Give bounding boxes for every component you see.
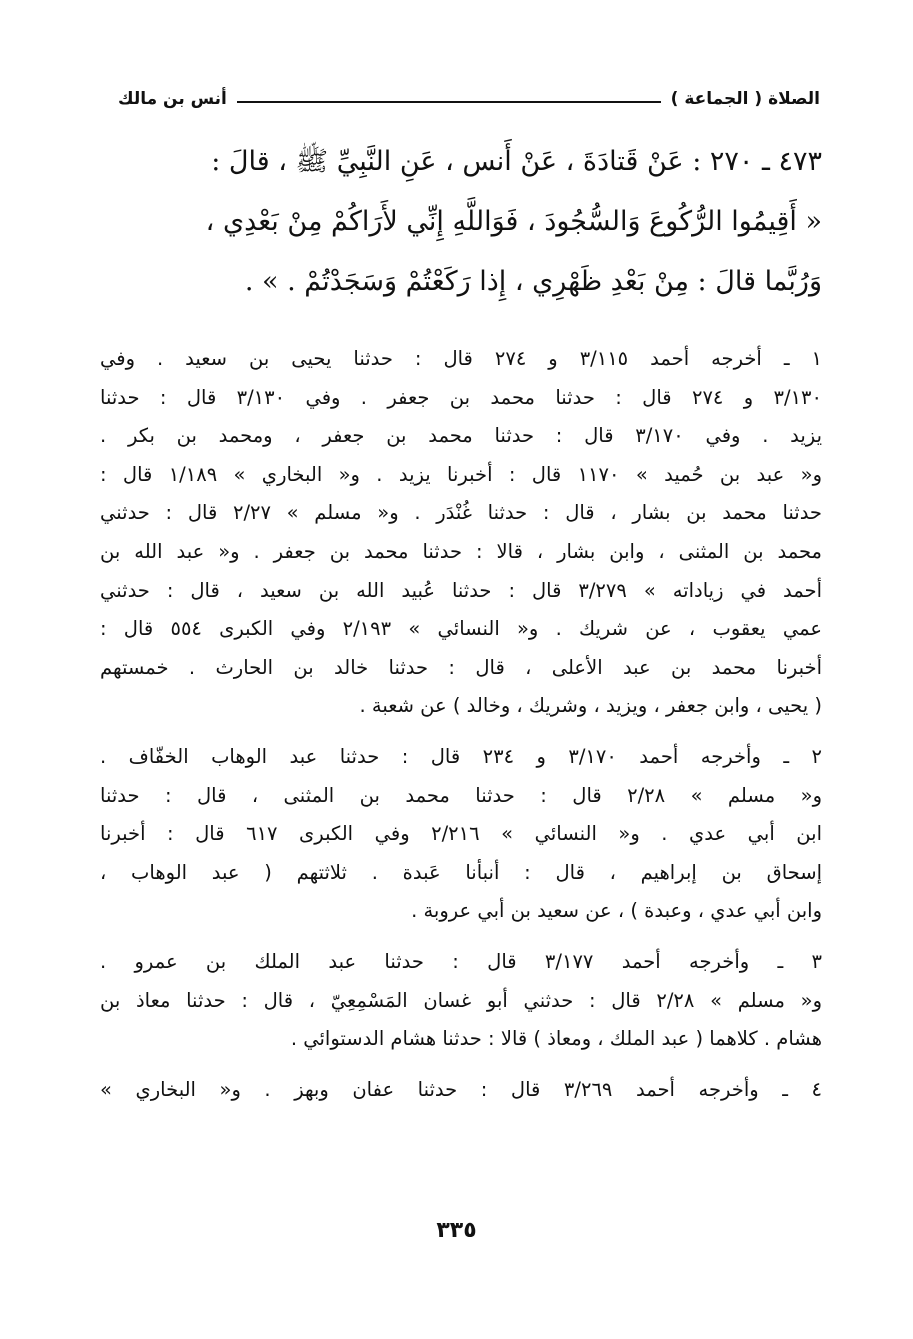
running-head — [118, 86, 820, 112]
footnote-3 — [100, 943, 822, 1059]
footnote-line: أحمد في زياداته » ٣/٢٧٩ قال : حدثنا عُبيد الله بن سعيد ، قال : حدثني — [100, 578, 822, 602]
footnote-line: و« مسلم » ٢/٢٨ قال : حدثني أبو غسان المَسْمِعِيّ ، قال : حدثنا معاذ بن — [100, 988, 822, 1012]
footnote-spacer — [100, 1059, 822, 1071]
footnote-line: ٣/١٣٠ و ٢٧٤ قال : حدثنا محمد بن جعفر . وفي ٣/١٣٠ قال : حدثنا — [100, 385, 822, 409]
footnote-line: ٤ ـ وأخرجه أحمد ٣/٢٦٩ قال : حدثنا عفان وبهز . و« البخاري » — [100, 1077, 822, 1101]
footnote-line: و« عبد بن حُميد » ١١٧٠ قال : أخبرنا يزيد . و« البخاري » ١/١٨٩ قال : — [100, 462, 822, 486]
footnote-line: محمد بن المثنى ، وابن بشار ، قالا : حدثنا محمد بن جعفر . و« عبد الله بن — [100, 539, 822, 563]
footnote-line: ٢ ـ وأخرجه أحمد ٣/١٧٠ و ٢٣٤ قال : حدثنا عبد الوهاب الخفّاف . — [100, 744, 822, 768]
running-head-section: الصلاة ( الجماعة ) — [670, 89, 820, 109]
footnote-spacer — [100, 726, 822, 738]
footnote-line: يزيد . وفي ٣/١٧٠ قال : حدثنا محمد بن جعفر ، ومحمد بن بكر . — [100, 424, 822, 448]
running-head-author: أنس بن مالك — [118, 89, 227, 109]
footnote-line: ٣ ـ وأخرجه أحمد ٣/١٧٧ قال : حدثنا عبد الملك بن عمرو . — [100, 949, 822, 973]
hadith-line: ٤٧٣ ـ ٢٧٠ : عَنْ قَتادَةَ ، عَنْ أَنس ، عَنِ النَّبِيِّ ﷺ ، قالَ : — [211, 146, 822, 177]
footnote-line: و« مسلم » ٢/٢٨ قال : حدثنا محمد بن المثنى ، قال : حدثنا — [100, 783, 822, 807]
footnote-line: ابن أبي عدي . و« النسائي » ٢/٢١٦ وفي الكبرى ٦١٧ قال : أخبرنا — [100, 822, 822, 846]
hadith-line: وَرُبَّما قالَ : مِنْ بَعْدِ ظَهْرِي ، إِذا رَكَعْتُمْ وَسَجَدْتُمْ . » . — [244, 266, 822, 297]
footnote-line: حدثنا محمد بن بشار ، قال : حدثنا غُنْدَر . و« مسلم » ٢/٢٧ قال : حدثني — [100, 501, 822, 525]
footnote-line: هشام . كلاهما ( عبد الملك ، ومعاذ ) قالا : حدثنا هشام الدستوائي . — [290, 1027, 822, 1051]
page-number: ٣٣٥ — [436, 1218, 477, 1243]
footnote-4 — [100, 1071, 822, 1110]
footnote-line: ١ ـ أخرجه أحمد ٣/١١٥ و ٢٧٤ قال : حدثنا يحيى بن سعيد . وفي — [100, 347, 822, 370]
footnote-line: أخبرنا محمد بن عبد الأعلى ، قال : حدثنا خالد بن الحارث . خمستهم — [100, 655, 822, 679]
hadith-text — [100, 132, 822, 312]
footnote-line: عمي يعقوب ، عن شريك . و« النسائي » ٢/١٩٣ وفي الكبرى ٥٥٤ قال : — [100, 617, 822, 641]
footnote-2 — [100, 738, 822, 931]
footnote-spacer — [100, 931, 822, 943]
footnote-1 — [100, 340, 822, 726]
running-head-rule — [237, 101, 661, 103]
footnote-line: إسحاق بن إبراهيم ، قال : أنبأنا عَبدة . ثلاثتهم ( عبد الوهاب ، — [100, 860, 822, 884]
hadith-line: « أَقِيمُوا الرُّكُوعَ وَالسُّجُودَ ، فَوَاللَّهِ إِنِّي لأَرَاكُمْ مِنْ بَعْدِي ، — [205, 206, 822, 237]
footnote-line: وابن أبي عدي ، وعبدة ) ، عن سعيد بن أبي عروبة . — [411, 899, 822, 923]
footnotes — [100, 340, 822, 1109]
footnote-line: ( يحيى ، وابن جعفر ، ويزيد ، وشريك ، وخالد ) عن شعبة . — [359, 694, 822, 718]
